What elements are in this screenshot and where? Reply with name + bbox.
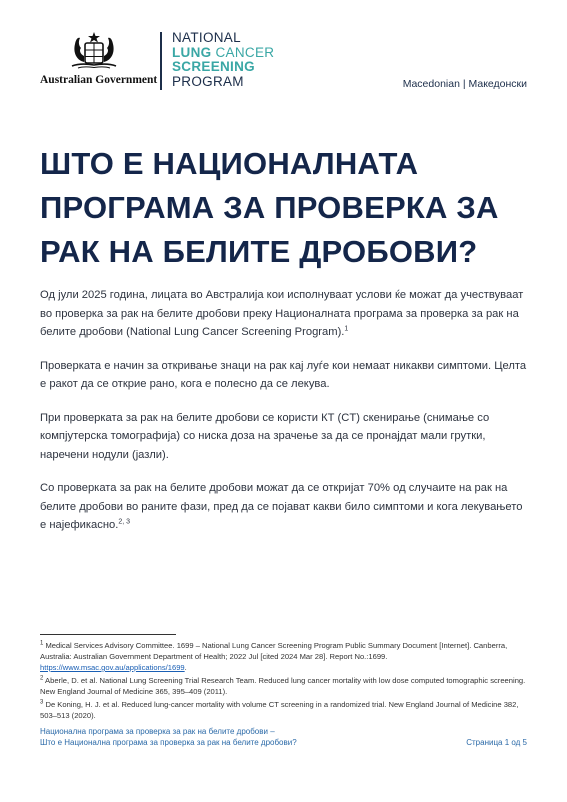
footnote-link[interactable]: https://www.msac.gov.au/applications/1699 (40, 663, 185, 672)
paragraph-1 (40, 286, 527, 342)
body-text (40, 286, 527, 550)
paragraph-1-text: Од јули 2025 година, лицата во Австралија кои исполнуваат услови ќе можат да учествуваат во проверка за рак на белите дробови преку Националната програма за проверка за рак на белите дробови (National Lung Cancer Screening Program). (40, 289, 524, 338)
paragraph-3: При проверката за рак на белите дробови се користи КТ (CT) скенирање (снимање со компјутерска томографија) со ниска доза на зрачење за да се пронајдат мали грутки, наречени нодули (јазли). (40, 411, 490, 461)
program-logo-line1: NATIONAL (172, 30, 241, 45)
footnote-text: Medical Services Advisory Committee. 1699 – National Lung Cancer Screening Program Public Summary Document [Internet]. Canberra, Australia: Australian Government Department of Health; 2022 Jul [cited 2024 Mar 28]. Report No.:1699. (40, 641, 508, 661)
footnote-link-period: . (184, 663, 187, 672)
footnote-text: De Koning, H. J. et al. Reduced lung-cancer mortality with volume CT screening in a randomized trial. New England Journal of Medicine 382, 503–513 (2020). (40, 700, 519, 720)
footnote-3 (40, 699, 527, 721)
footer-document-title (40, 726, 297, 748)
language-label: Macedonian | Македонски (402, 78, 527, 90)
page-number: Страница 1 од 5 (466, 738, 527, 747)
footnote-number: 3 (40, 699, 44, 706)
reference-1: 1 (344, 325, 349, 333)
program-logo-line3: SCREENING (172, 59, 255, 74)
footnote-2 (40, 675, 527, 697)
paragraph-4-text: Со проверката за рак на белите дробови можат да се откријат 70% од случаите на рак на белите дробови во раните фази, пред да се појават какви било симптоми и кога лекувањето е најефикасно. (40, 482, 523, 531)
paragraph-4 (40, 479, 527, 535)
coat-of-arms-icon (66, 30, 122, 70)
program-logo (172, 31, 274, 89)
footnote-1 (40, 640, 527, 673)
footnote-separator (40, 634, 176, 635)
paragraph-2: Проверката е начин за откривање знаци на рак кај луѓе кои немаат никакви симптоми. Целта е ракот да се открие рано, кога е полесно да се лекува. (40, 359, 527, 390)
government-name: Australian Government (40, 74, 158, 86)
page-header (40, 28, 527, 98)
program-logo-line2 (172, 46, 274, 61)
footer-line-2: Што е Национална програма за проверка за рак на белите дробови? (40, 738, 297, 747)
program-logo-cancer: CANCER (211, 44, 275, 60)
footnote-number: 2 (40, 675, 44, 682)
footnote-text: Aberle, D. et al. National Lung Screening Trial Research Team. Reduced lung cancer mortality with low dose computed tomographic screening. New England Journal of Medicine 365, 395–409 (2011). (40, 676, 526, 696)
program-logo-lung: LUNG (172, 44, 212, 60)
footer-line-1: Национална програма за проверка за рак на белите дробови – (40, 727, 275, 736)
logo-divider (160, 32, 162, 90)
footnotes (40, 640, 527, 723)
reference-2-3: 2, 3 (118, 518, 131, 526)
page-title: ШТО Е НАЦИОНАЛНАТА ПРОГРАМА ЗА ПРОВЕРКА ЗА РАК НА БЕЛИТЕ ДРОБОВИ? (40, 146, 499, 269)
australian-government-logo (40, 28, 158, 90)
program-logo-line4: PROGRAM (172, 73, 244, 89)
footnote-number: 1 (40, 640, 44, 647)
